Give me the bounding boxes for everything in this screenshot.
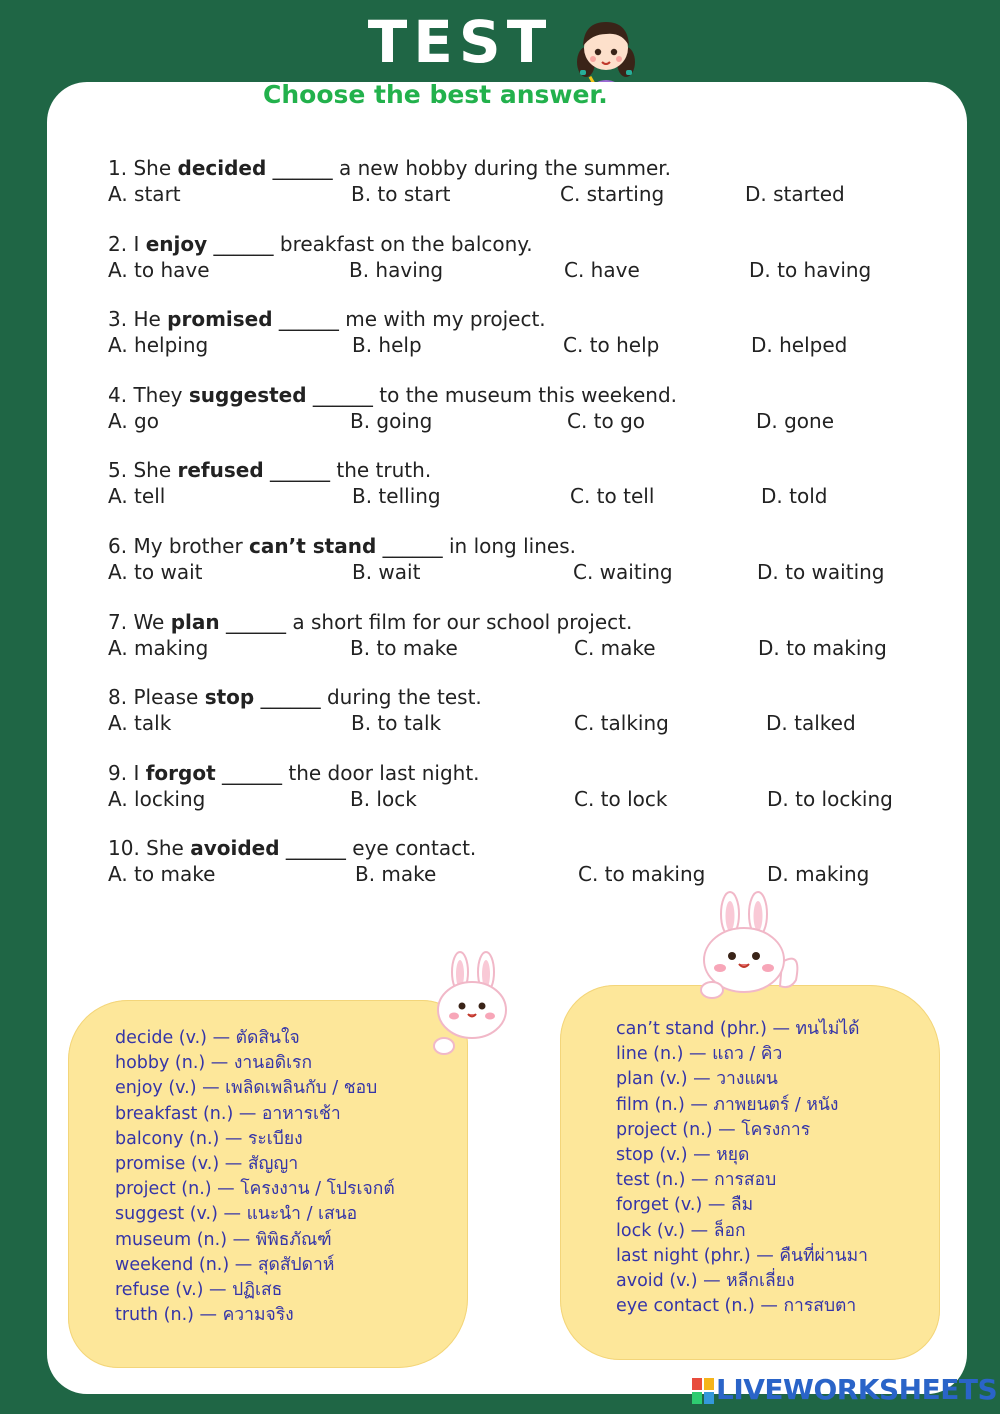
question-list — [108, 155, 928, 911]
option-d[interactable]: D. talked — [766, 711, 856, 736]
question-text: I — [133, 760, 140, 785]
option-b[interactable]: B. to make — [350, 635, 458, 660]
bunny-icon — [430, 950, 515, 1060]
question-text: She — [133, 156, 172, 180]
question — [108, 231, 928, 307]
option-d[interactable]: D. making — [767, 862, 870, 887]
option-c[interactable]: C. to making — [578, 862, 706, 887]
vocab-item: eye contact (n.) — การสบตา — [616, 1296, 857, 1317]
option-c[interactable]: C. waiting — [573, 559, 673, 584]
option-c[interactable]: C. talking — [574, 711, 669, 736]
option-a[interactable]: A. talk — [108, 711, 172, 736]
vocabulary-list-left — [115, 1026, 395, 1328]
vocab-item: stop (v.) — หยุด — [616, 1144, 750, 1165]
option-c[interactable]: C. to tell — [570, 484, 655, 509]
brand-name — [692, 1373, 997, 1406]
question-number: 9. — [108, 760, 128, 785]
answer-blank: ______ — [213, 231, 274, 256]
option-a[interactable]: A. to have — [108, 257, 210, 282]
question-text: He — [133, 307, 161, 332]
option-b[interactable]: B. to talk — [351, 711, 442, 736]
question-text: They — [133, 382, 183, 407]
question-number: 8. — [108, 685, 128, 710]
option-d[interactable]: D. helped — [751, 333, 848, 358]
question-number: 3. — [108, 307, 128, 332]
brand-text: LIVEWORKSHEETS — [716, 1373, 998, 1406]
vocab-item: film (n.) — ภาพยนตร์ / หนัง — [616, 1094, 839, 1115]
question-number: 10. — [108, 836, 140, 861]
answer-blank: ______ — [382, 533, 443, 558]
question-text: My brother — [133, 533, 243, 558]
answer-blank: ______ — [226, 609, 286, 634]
question-text: We — [133, 609, 165, 634]
option-d[interactable]: D. gone — [756, 408, 835, 433]
question-text: me with my project. — [345, 307, 546, 332]
vocab-item: museum (n.) — พิพิธภัณฑ์ — [115, 1229, 332, 1250]
option-a[interactable]: A. to make — [108, 862, 216, 887]
option-c[interactable]: C. to lock — [574, 786, 668, 811]
question-number: 4. — [108, 382, 128, 407]
question — [108, 382, 928, 458]
option-d[interactable]: D. to locking — [767, 786, 893, 811]
option-d[interactable]: D. to waiting — [757, 559, 885, 584]
vocab-item: lock (v.) — ล็อก — [616, 1220, 746, 1241]
question-text: a short film for our school project. — [292, 609, 633, 634]
bunny-icon — [690, 890, 805, 1000]
option-b[interactable]: B. to start — [351, 182, 451, 206]
question — [108, 684, 928, 760]
vocab-item: project (n.) — โครงงาน / โปรเจกต์ — [115, 1179, 395, 1200]
question-text: Please — [133, 685, 199, 710]
option-d[interactable]: D. to having — [749, 257, 872, 282]
vocabulary-list-right — [616, 1017, 868, 1319]
key-verb: decided — [177, 156, 267, 180]
option-b[interactable]: B. lock — [350, 786, 417, 811]
vocab-item: balcony (n.) — ระเบียง — [115, 1128, 303, 1149]
question-text: the door last night. — [288, 760, 480, 785]
vocab-item: decide (v.) — ตัดสินใจ — [115, 1028, 300, 1048]
key-verb: refused — [177, 458, 264, 483]
vocab-item: avoid (v.) — หลีกเลี่ยง — [616, 1270, 795, 1291]
question-text: the truth. — [336, 458, 432, 483]
instructions: Choose the best answer. — [263, 80, 608, 109]
answer-blank: ______ — [222, 760, 282, 785]
vocab-item: weekend (n.) — สุดสัปดาห์ — [115, 1254, 335, 1275]
question — [108, 609, 928, 685]
vocab-item: truth (n.) — ความจริง — [115, 1305, 294, 1326]
vocab-item: test (n.) — การสอบ — [616, 1170, 777, 1191]
option-a[interactable]: A. to wait — [108, 559, 203, 584]
question-text: during the test. — [326, 685, 482, 710]
option-a[interactable]: A. locking — [108, 786, 206, 811]
question-number: 2. — [108, 231, 128, 256]
key-verb: promised — [167, 307, 273, 332]
question-text: a new hobby during the summer. — [339, 156, 671, 180]
option-c[interactable]: C. make — [574, 635, 656, 660]
vocab-item: line (n.) — แถว / คิว — [616, 1044, 783, 1065]
question-number: 1. — [108, 156, 128, 180]
question — [108, 457, 928, 533]
option-b[interactable]: B. telling — [352, 484, 441, 509]
question — [108, 835, 928, 911]
key-verb: plan — [170, 609, 220, 634]
key-verb: enjoy — [145, 231, 208, 256]
answer-blank: ______ — [270, 458, 331, 483]
question — [108, 533, 928, 609]
question — [108, 760, 928, 836]
option-b[interactable]: B. having — [349, 257, 444, 282]
question-text: She — [133, 458, 172, 483]
question-number: 6. — [108, 533, 128, 558]
option-c[interactable]: C. to go — [567, 408, 646, 433]
vocab-item: refuse (v.) — ปฏิเสธ — [115, 1279, 283, 1300]
option-d[interactable]: D. started — [745, 182, 845, 206]
vocab-item: enjoy (v.) — เพลิดเพลินกับ / ชอบ — [115, 1078, 378, 1099]
option-d[interactable]: D. to making — [758, 635, 887, 660]
question-text: breakfast on the balcony. — [279, 231, 533, 256]
vocab-item: promise (v.) — สัญญา — [115, 1153, 299, 1174]
key-verb: can’t stand — [249, 533, 377, 558]
question — [108, 306, 928, 382]
option-c[interactable]: C. starting — [560, 182, 665, 206]
key-verb: suggested — [188, 382, 307, 407]
answer-blank: ______ — [312, 382, 373, 407]
vocab-item: plan (v.) — วางแผน — [616, 1069, 778, 1090]
option-a[interactable]: A. making — [108, 635, 209, 660]
vocab-item: forget (v.) — ลืม — [616, 1195, 754, 1216]
option-b[interactable]: B. going — [350, 408, 433, 433]
answer-blank: ______ — [285, 836, 346, 861]
vocab-item: breakfast (n.) — อาหารเช้า — [115, 1103, 341, 1124]
answer-blank: ______ — [278, 307, 339, 332]
key-verb: forgot — [145, 760, 216, 785]
option-b[interactable]: B. make — [355, 862, 437, 887]
option-b[interactable]: B. wait — [352, 559, 421, 584]
option-c[interactable]: C. have — [564, 257, 640, 282]
question — [108, 155, 928, 231]
question-text: to the museum this weekend. — [379, 382, 677, 407]
question-number: 7. — [108, 609, 128, 634]
option-b[interactable]: B. help — [352, 333, 422, 358]
vocab-item: project (n.) — โครงการ — [616, 1119, 811, 1140]
vocab-item: last night (phr.) — คืนที่ผ่านมา — [616, 1245, 868, 1266]
question-number: 5. — [108, 458, 128, 483]
vocab-item: hobby (n.) — งานอดิเรก — [115, 1053, 313, 1074]
answer-blank: ______ — [260, 685, 321, 710]
vocab-item: can’t stand (phr.) — ทนไม่ได้ — [616, 1019, 860, 1039]
option-a[interactable]: A. helping — [108, 333, 209, 358]
option-a[interactable]: A. start — [108, 182, 181, 206]
vocab-item: suggest (v.) — แนะนำ / เสนอ — [115, 1204, 358, 1225]
option-d[interactable]: D. told — [761, 484, 828, 509]
option-a[interactable]: A. tell — [108, 484, 166, 509]
question-text: She — [146, 836, 184, 861]
option-c[interactable]: C. to help — [563, 333, 660, 358]
page-title: TEST — [367, 8, 553, 76]
key-verb: avoided — [190, 836, 280, 861]
question-text: eye contact. — [352, 836, 477, 861]
question-text: in long lines. — [448, 533, 576, 558]
answer-blank: ______ — [272, 156, 333, 180]
key-verb: stop — [204, 685, 255, 710]
option-a[interactable]: A. go — [108, 408, 159, 433]
question-text: I — [133, 231, 140, 256]
